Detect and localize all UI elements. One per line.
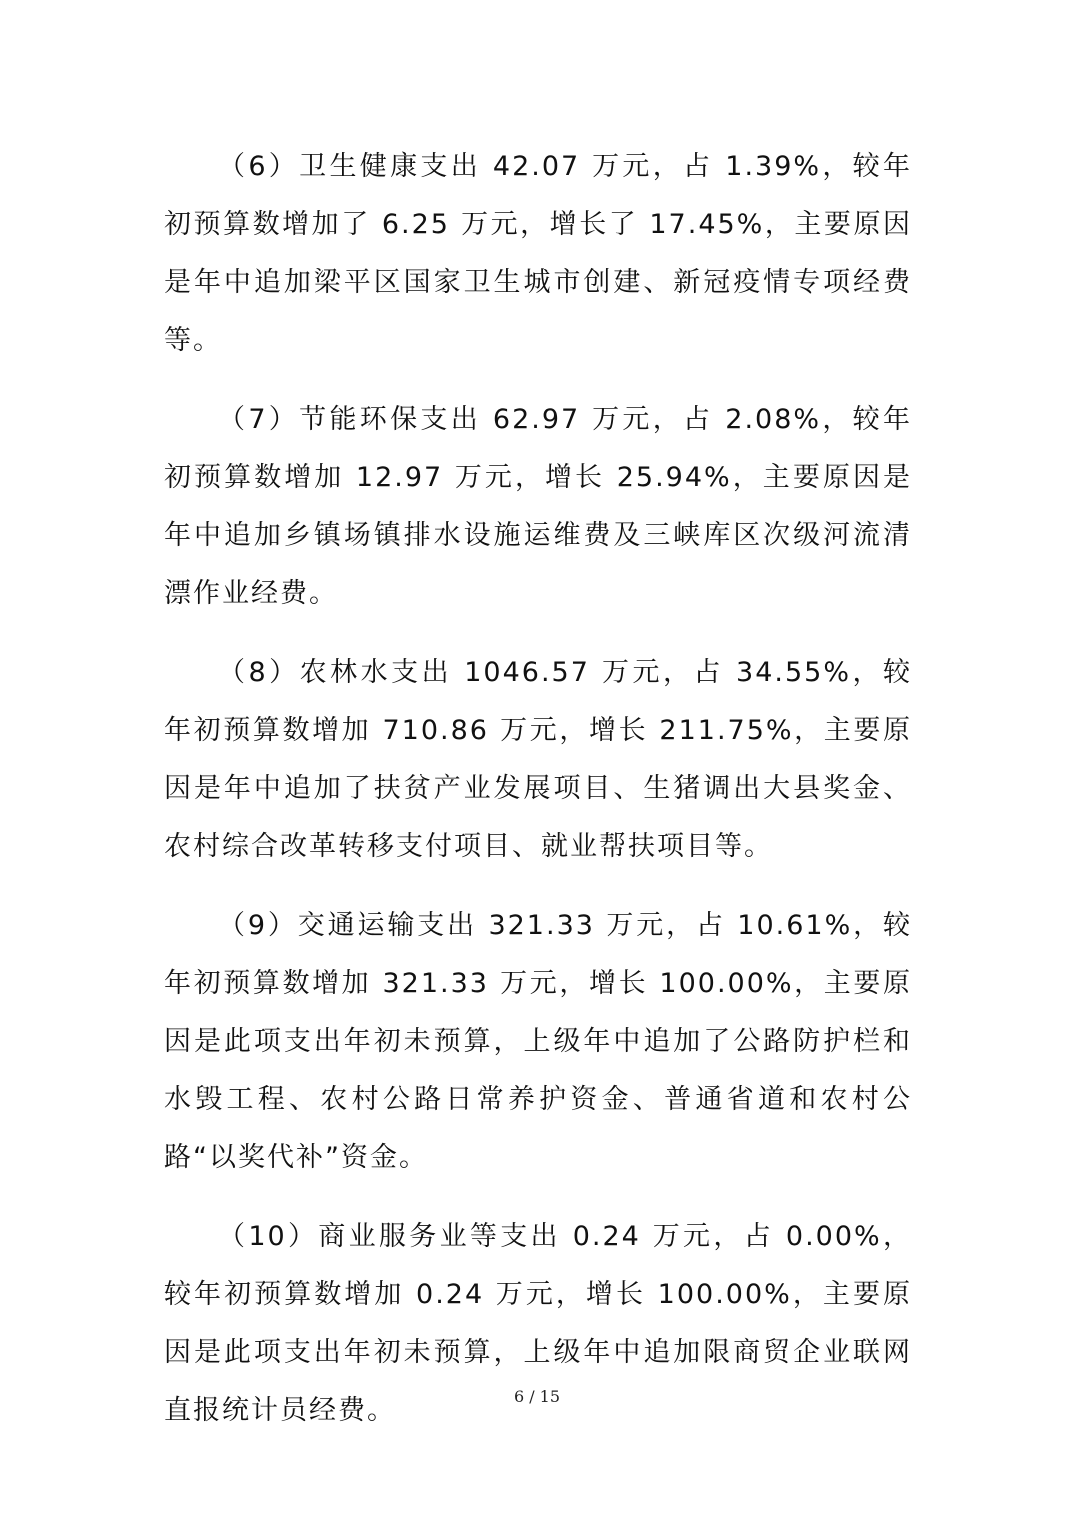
paragraph-agriculture-expenditure: （8）农林水支出 1046.57 万元，占 34.55%，较年初预算数增加 710.86 万元，增长 211.75%，主要原因是年中追加了扶贫产业发展项目、生猪调出大县奖金、农村综合改革转移支付项目、就业帮扶项目等。 [164,657,912,862]
paragraph-health-expenditure: （6）卫生健康支出 42.07 万元，占 1.39%，较年初预算数增加了 6.25 万元，增长了 17.45%，主要原因是年中追加梁平区国家卫生城市创建、新冠疫情专项经费等。 [164,151,912,356]
paragraph-environment-expenditure: （7）节能环保支出 62.97 万元，占 2.08%，较年初预算数增加 12.97 万元，增长 25.94%，主要原因是年中追加乡镇场镇排水设施运维费及三峡库区次级河流清漂作业经费。 [164,404,912,609]
document-body [164,138,912,1440]
page-number: 6 / 15 [513,1387,561,1406]
paragraph-commerce-expenditure: （10）商业服务业等支出 0.24 万元，占 0.00%，较年初预算数增加 0.24 万元，增长 100.00%，主要原因是此项支出年初未预算，上级年中追加限商贸企业联网直报统计员经费。 [164,1221,912,1426]
paragraph-transport-expenditure: （9）交通运输支出 321.33 万元，占 10.61%，较年初预算数增加 321.33 万元，增长 100.00%，主要原因是此项支出年初未预算，上级年中追加了公路防护栏和水毁工程、农村公路日常养护资金、普通省道和农村公路“以奖代补”资金。 [164,910,912,1173]
